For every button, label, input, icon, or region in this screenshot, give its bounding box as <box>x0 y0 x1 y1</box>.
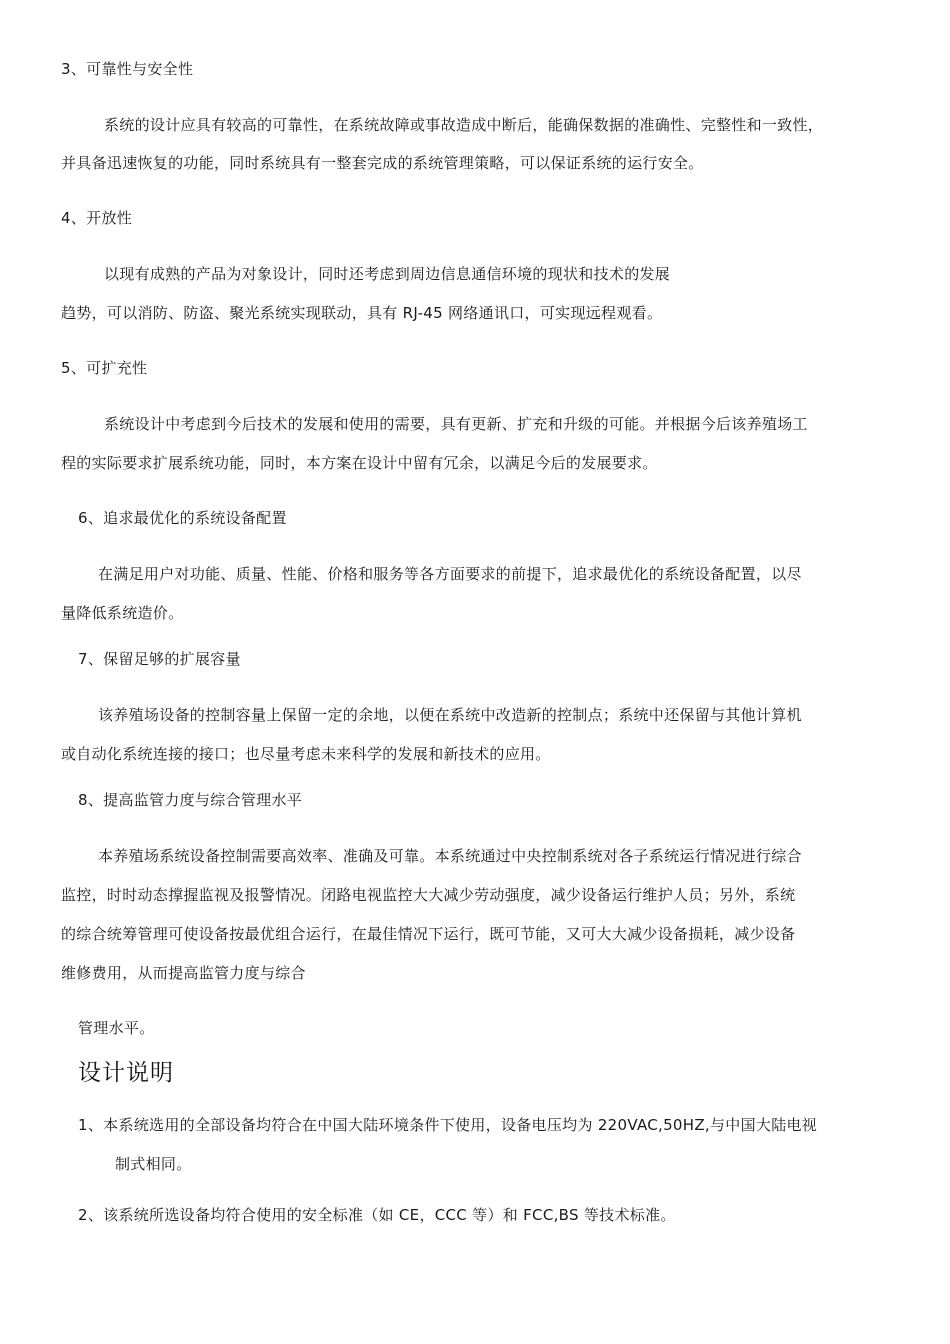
design-notes-title: 设计说明 <box>78 1060 174 1086</box>
section-8-heading: 8、提高监管力度与综合管理水平 <box>78 791 303 809</box>
section-4-paragraph-line-1: 以现有成熟的产品为对象设计，同时还考虑到周边信息通信环境的现状和技术的发展 <box>104 265 671 283</box>
section-8-paragraph-line-3: 的综合统筹管理可使设备按最优组合运行，在最佳情况下运行，既可节能，又可大大减少设备损耗，减少设备 <box>61 925 796 943</box>
design-note-1-line-1: 1、本系统选用的全部设备均符合在中国大陆环境条件下使用，设备电压均为 220VAC,50HZ,与中国大陆电视 <box>78 1116 818 1134</box>
section-6-paragraph-line-2: 量降低系统造价。 <box>61 604 184 622</box>
section-5-paragraph-line-2: 程的实际要求扩展系统功能，同时，本方案在设计中留有冗余，以满足今后的发展要求。 <box>61 454 658 472</box>
section-8-paragraph-line-2: 监控，时时动态撑握监视及报警情况。闭路电视监控大大减少劳动强度，减少设备运行维护人员；另外，系统 <box>61 886 796 904</box>
section-3-heading: 3、可靠性与安全性 <box>61 60 194 78</box>
section-5-paragraph-line-1: 系统设计中考虑到今后技术的发展和使用的需要，具有更新、扩充和升级的可能。并根据今后该养殖场工 <box>104 415 808 433</box>
section-5-heading: 5、可扩充性 <box>61 359 148 377</box>
design-note-2: 2、该系统所选设备均符合使用的安全标准（如 CE，CCC 等）和 FCC,BS 等技术标准。 <box>78 1206 676 1224</box>
section-8-paragraph-line-4: 维修费用，从而提高监管力度与综合 <box>61 964 306 982</box>
section-8-paragraph-line-1: 本养殖场系统设备控制需要高效率、准确及可靠。本系统通过中央控制系统对各子系统运行情况进行综合 <box>98 847 802 865</box>
section-4-heading: 4、开放性 <box>61 209 133 227</box>
section-6-paragraph-line-1: 在满足用户对功能、质量、性能、价格和服务等各方面要求的前提下，追求最优化的系统设备配置，以尽 <box>98 565 802 583</box>
section-3-paragraph-line-1: 系统的设计应具有较高的可靠性，在系统故障或事故造成中断后，能确保数据的准确性、完整性和一致性， <box>104 116 824 134</box>
section-4-paragraph-line-2: 趋势，可以消防、防盗、聚光系统实现联动，具有 RJ-45 网络通讯口，可实现远程观看。 <box>61 304 663 322</box>
section-6-heading: 6、追求最优化的系统设备配置 <box>78 509 287 527</box>
section-7-paragraph-line-1: 该养殖场设备的控制容量上保留一定的余地，以便在系统中改造新的控制点；系统中还保留与其他计算机 <box>98 706 802 724</box>
design-note-1-line-2: 制式相同。 <box>115 1155 192 1173</box>
section-7-heading: 7、保留足够的扩展容量 <box>78 650 241 668</box>
section-7-paragraph-line-2: 或自动化系统连接的接口；也尽量考虑未来科学的发展和新技术的应用。 <box>61 745 551 763</box>
section-3-paragraph-line-2: 并具备迅速恢复的功能，同时系统具有一整套完成的系统管理策略，可以保证系统的运行安全。 <box>61 154 704 172</box>
section-8-paragraph-line-5: 管理水平。 <box>78 1019 155 1037</box>
